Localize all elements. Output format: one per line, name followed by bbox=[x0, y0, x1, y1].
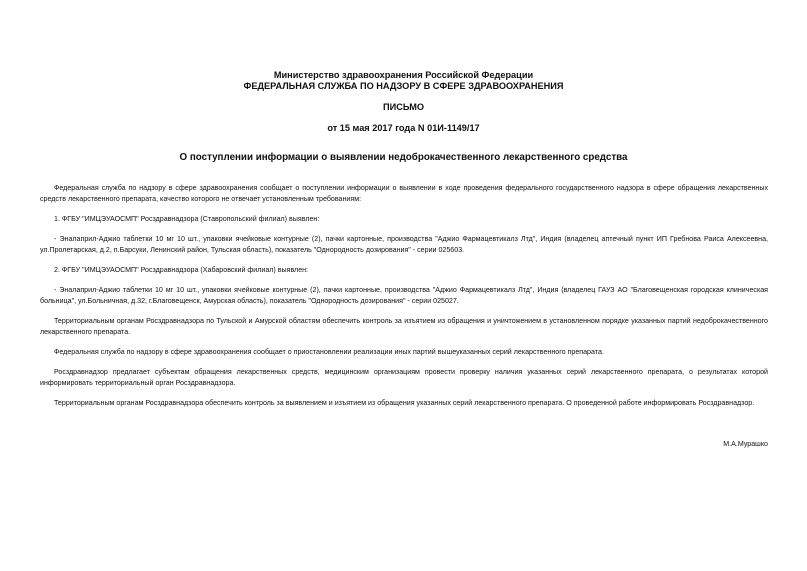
service-name: ФЕДЕРАЛЬНАЯ СЛУЖБА ПО НАДЗОРУ В СФЕРЕ ЗДРАВООХРАНЕНИЯ bbox=[243, 81, 564, 91]
paragraph-intro: Федеральная служба по надзору в сфере здравоохранения сообщает о поступлении информации о выявлении в ходе проведения федерального государственного надзора в сфере обращения лекарственных средств лекарственного препарата, качество которого не отвечает установленным требованиям: bbox=[40, 184, 768, 204]
paragraph-item-2-detail: - Эналаприл-Аджио таблетки 10 мг 10 шт., упаковки ячейковые контурные (2), пачки картонные, производства "Аджио Фармацевтикалз Лтд", Индия (владелец ГАУЗ АО "Благовещенская городская клиническая больница", ул.Больничная, д.32, г.Благовещенск, Амурская область), показатель "Однородность дозирования" - серии 025027. bbox=[40, 286, 768, 306]
document-subject: О поступлении информации о выявлении недоброкачественного лекарственного средства bbox=[179, 152, 628, 163]
paragraph-withdrawal-control: Территориальным органам Росздравнадзора обеспечить контроль за выявлением и изъятием из обращения указанных серий лекарственного препарата. О проведенной работе информировать Росздравнадзор. bbox=[54, 399, 755, 407]
paragraph-item-1-detail: - Эналаприл-Аджио таблетки 10 мг 10 шт., упаковки ячейковые контурные (2), пачки картонные, производства "Аджио Фармацевтикалз Лтд", Индия (владелец аптечный пункт ИП Гребнова Раиса Алексеевна, ул.Пролетарская, д.2, п.Барсуки, Ленинский район, Тульская область), показатель "Однородность дозирования" - серии 025603. bbox=[40, 235, 768, 255]
paragraph-item-2-heading: 2. ФГБУ "ИМЦЭУАОСМП" Росздравнадзора (Хабаровский филиал) выявлен: bbox=[54, 266, 309, 274]
ministry-name: Министерство здравоохранения Российской Федерации bbox=[273, 70, 534, 80]
document-type: ПИСЬМО bbox=[382, 102, 425, 112]
signature: М.А.Мурашко bbox=[723, 440, 768, 448]
paragraph-item-1-heading: 1. ФГБУ "ИМЦЭУАОСМП" Росздравнадзора (Ставропольский филиал) выявлен: bbox=[54, 215, 320, 223]
paragraph-territorial-control: Территориальным органам Росздравнадзора по Тульской и Амурской областям обеспечить контроль за изъятием из обращения и уничтожением в установленном порядке указанных партий недоброкачественного лекарственного препарата. bbox=[40, 317, 768, 337]
paragraph-inspection-request: Росздравнадзор предлагает субъектам обращения лекарственных средств, медицинским организациям провести проверку наличия указанных серий лекарственного препарата, о результатах которой информировать территориальный орган Росздравнадзора. bbox=[40, 368, 768, 388]
document-date-number: от 15 мая 2017 года N 01И-1149/17 bbox=[327, 123, 480, 133]
paragraph-suspension: Федеральная служба по надзору в сфере здравоохранения сообщает о приостановлении реализации иных партий вышеуказанных серий лекарственного препарата. bbox=[54, 348, 604, 356]
